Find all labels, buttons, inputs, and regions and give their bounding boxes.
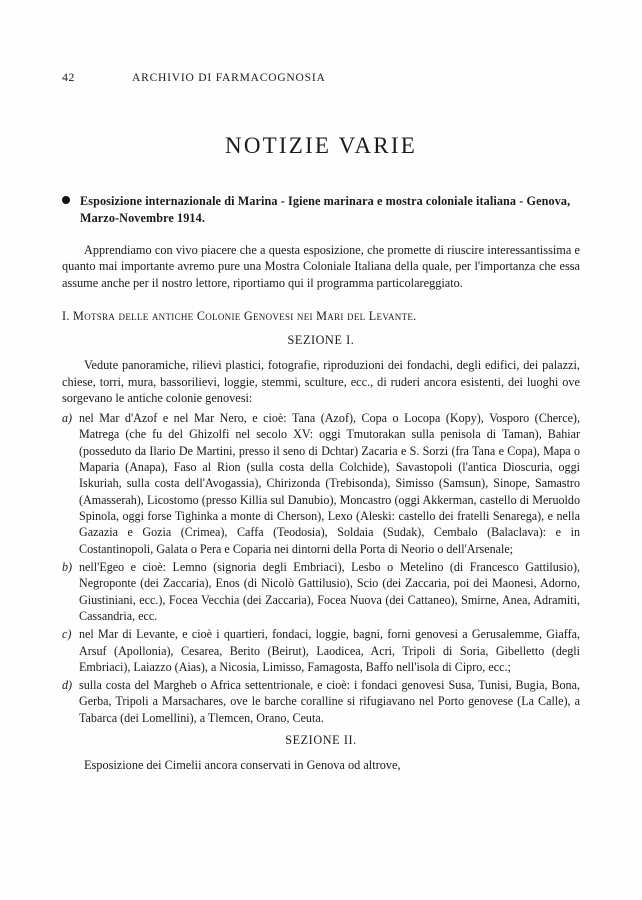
part-one-heading: I. Motsra delle antiche Colonie Genovesi nei Mari del Levante.	[62, 308, 417, 323]
section-intro-paragraph: Apprendiamo con vivo piacere che a questa esposizione, che promette di riuscire interessantissima e quanto mai importante avremo pure una Mostra Coloniale Italiana della quale, per l'importanza che essa assume anche per il nostro lettore, riportiamo qui il programma particolareggiato.	[62, 242, 580, 291]
list-item-text: sulla costa del Margheb o Africa settentrionale, e cioè: i fondaci genovesi Susa, Tunisi, Bugia, Bona, Gerba, Tripoli a Marsachares, ove le barche coralline si rifugiavano nel Porto genovese (La Calle), a Tabarca (dei Lomellini), a Tlemcen, Orano, Ceuta.	[79, 678, 580, 725]
colonies-list	[62, 410, 580, 726]
list-item	[62, 559, 580, 624]
list-item-text: nell'Egeo e cioè: Lemno (signoria degli Embriaci), Lesbo o Metelino (di Francesco Gattilusio), Negroponte (dei Zaccaria), Enos (di Nicolò Gattilusio), Scio (dei Zaccaria, poi dei Maonesi, Adorno, Giustiniani, ecc.), Focea Vecchia (dei Zaccaria), Focea Nuova (dei Cattaneo), Smirne, Anea, Adramiti, Cassandria, ecc.	[79, 559, 580, 623]
list-item-label: c)	[62, 627, 72, 642]
page-title: NOTIZIE VARIE	[225, 133, 417, 158]
journal-title: ARCHIVIO DI FARMACOGNOSIA	[132, 72, 326, 84]
list-item-text: nel Mar d'Azof e nel Mar Nero, e cioè: Tana (Azof), Copa o Locopa (Kopy), Vosporo (Cherce), Matrega (che fu del Ghizolfi nel secolo XV: oggi Tmutorakan sulla penisola di Taman), Bahiar (posseduto da Ilario De Martini, presso il seno di Dchtar) Zacaria e S. Sorzi (fra Tana e Copa), Mapa o Maparia (Anapa), Faso al Rion (sulla costa della Colchide), Savastopoli (l'antica Dioscuria, oggi Iskuriah, sulla costa dell'Avogassia), Chirizonda (Trebisonda), Simisso (Samsun), Sinope, Samastro (Amasserah), Licostomo (presso Killia sul Danubio), Moncastro (oggi Akkerman, castello di Meruoldo Spinola, oggi forse Tighinka a monte di Cherson), Lexo (Aleski: castello dei fratelli Senarega), e nella Gazazia e Gozia (Crimea), Caffa (Teodosia), Soldaia (Sudak), Cembalo (Balaclava): e in Costantinopoli, Galata o Pera e Coparia nei dintorni della Porta di Neorio o dell'Arsenale;	[79, 411, 580, 556]
sezione-1-label: SEZIONE I.	[287, 333, 355, 348]
bullet-icon	[62, 196, 70, 204]
page-number: 42	[62, 70, 75, 84]
running-head	[62, 70, 580, 85]
part-one-lead-paragraph: Vedute panoramiche, rilievi plastici, fotografie, riproduzioni dei fondachi, degli edifici, dei palazzi, chiese, torri, mura, bassorilievi, loggie, stemmi, sculture, ecc., di ruderi ancora esistenti, dei luoghi ove sorgevano le antiche colonie genovesi:	[62, 358, 580, 406]
sezione-2-label: SEZIONE II.	[285, 733, 357, 748]
list-item-label: d)	[62, 678, 73, 693]
list-item-label: a)	[62, 411, 73, 426]
list-item	[62, 677, 580, 726]
list-item	[62, 410, 580, 557]
section-heading	[62, 193, 580, 228]
list-item-label: b)	[62, 559, 73, 574]
part-two-lead-paragraph: Esposizione dei Cimelii ancora conservati in Genova od altrove,	[84, 757, 401, 772]
list-item-text: nel Mar di Levante, e cioè i quartieri, fondaci, loggie, bagni, forni genovesi a Gerusalemme, Giaffa, Arsuf (Apollonia), Cesarea, Berito (Beirut), Laodicea, Acri, Tripoli di Soria, Gibelletto (degli Embriaci), Laiazzo (Aias), a Nicosia, Limisso, Famagosta, Baffo nell'isola di Cipro, ecc.;	[79, 627, 580, 674]
list-item	[62, 626, 580, 675]
section-heading-text: Esposizione internazionale di Marina - Igiene marinara e mostra coloniale italiana - Genova, Marzo-Novembre 1914.	[80, 194, 571, 226]
